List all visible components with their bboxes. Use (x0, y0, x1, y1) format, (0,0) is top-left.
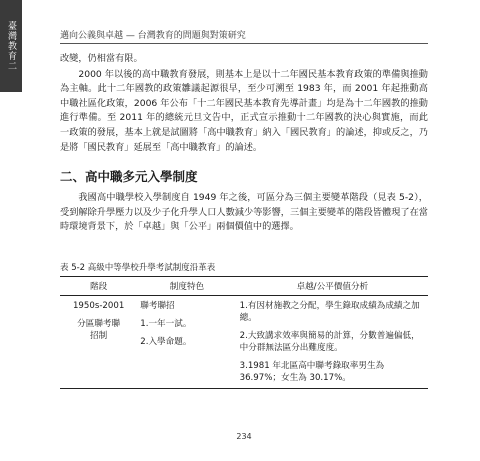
analysis-line: 2.大致講求效率與簡易的計算，分數普遍偏低，中分群無法區分出難度度。 (239, 330, 420, 353)
book-page (60, 28, 428, 448)
feature-line: 聯考聯招 (140, 300, 175, 311)
stage-line: 1950s-2001 (72, 300, 125, 311)
table-header-features: 制度特色 (137, 276, 236, 295)
table-header-analysis: 卓越/公平價值分析 (237, 276, 428, 295)
running-header: 邁向公義與卓越 — 台灣教育的問題與對策研究 (60, 28, 428, 44)
section-heading: 二、高中職多元入學制度 (60, 169, 198, 185)
features-cell (137, 295, 236, 388)
feature-line: 2.入學命題。 (140, 336, 192, 347)
table-row (60, 295, 428, 388)
analysis-cell (237, 295, 428, 388)
table-caption: 表 5-2 高級中等學校升學考試制度沿革表 (60, 262, 216, 273)
admission-policy-table (60, 276, 428, 389)
page-number: 234 (236, 432, 252, 441)
analysis-line: 3.1981 年北區高中聯考錄取率男生為 36.97%；女生為 30.17%。 (239, 360, 385, 383)
analysis-line: 1.有因材施教之分配，學生錄取成績為成績之加總。 (239, 300, 420, 323)
paragraph-2000s: 2000 年以後的高中職教育發展，則基本上是以十二年國民基本教育政策的準備與推動為主軸。此十二年國教的政策雛議起源很早，至少可溯至 1983 年，而 2001 年起推動高中職社區化政策，2006 年公布「十二年國民基本教育先導計畫」均是為十二年國教的推動進行準備。至 2011 年的總統元旦文告中，正式宣示推動十二年國教的決心與實施，而此一政策的發展，基本上就是試圖將「高中職教育」納入「國民教育」的論述，抑或反之，乃是將「國民教育」延展至「高中職教育」的論述。 (60, 68, 428, 153)
chapter-side-tab-label: 臺灣教育二 (6, 21, 16, 71)
paragraph-admission-system: 我國高中職學校入學制度自 1949 年之後，可區分為三個主要變革階段（見表 5-2），受到解除升學壓力以及少子化升學人口人數減少等影響，三個主要變革的階段皆體現了在當時環境背景下，於「卓越」與「公平」兩個價值中的選擇。 (60, 192, 428, 233)
feature-line: 1.一年一試。 (140, 318, 192, 329)
chapter-side-tab (0, 0, 22, 92)
stage-cell (60, 295, 137, 388)
continued-paragraph: 改變，仍相當有限。 (60, 53, 143, 64)
table-header-row (60, 276, 428, 295)
stage-line: 分區聯考聯 (77, 318, 121, 329)
stage-line: 招制 (90, 330, 108, 341)
table-header-stage: 階段 (60, 276, 137, 295)
